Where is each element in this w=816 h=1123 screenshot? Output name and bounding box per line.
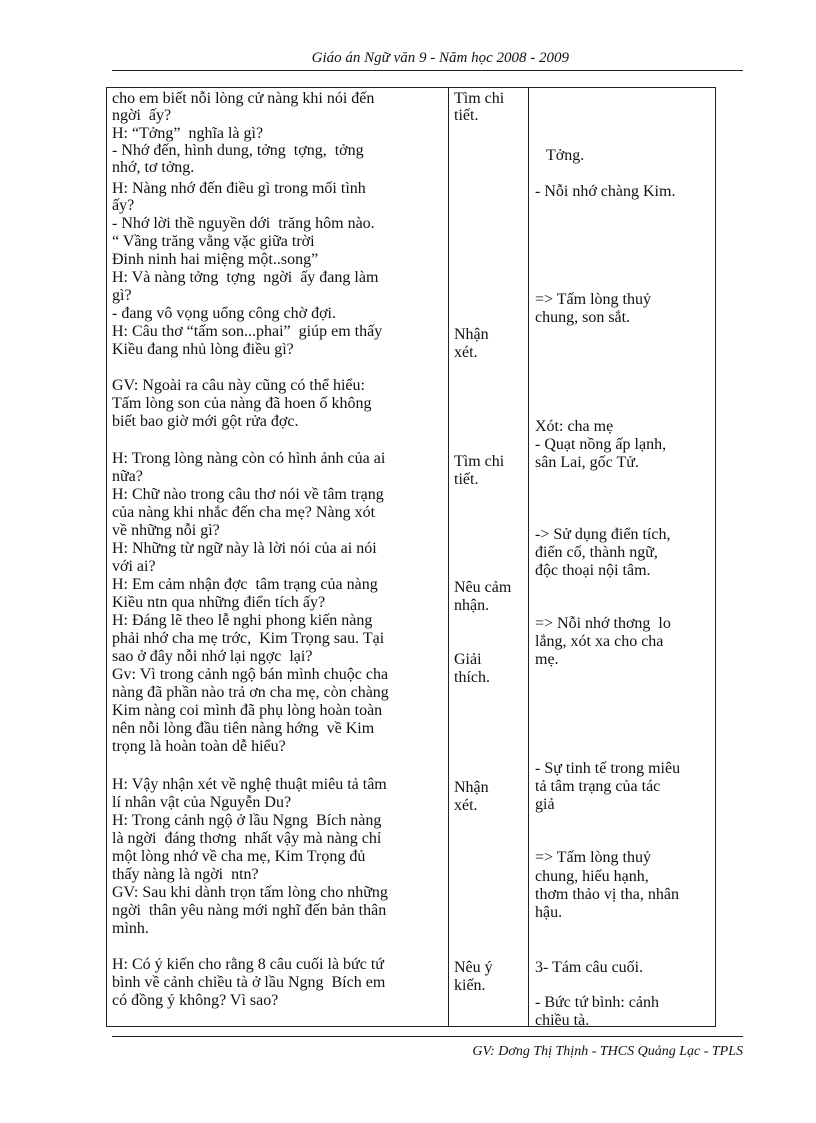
content-line: => Nỗi nhớ thơng lo [535,615,671,632]
method-line: Tìm chi [454,90,505,107]
activity-line: H: Đáng lẽ theo lễ nghi phong kiến nàng [112,612,373,629]
method-line: Nhận [454,326,489,343]
activity-line: nhớ, tơ tởng. [112,159,195,176]
method-line: tiết. [454,107,479,124]
content-line: 3- Tám câu cuối. [535,959,644,976]
content-line: sân Lai, gốc Tử. [535,454,639,471]
activity-line: ấy? [112,197,135,214]
content-line: - Sự tinh tế trong miêu [535,760,681,777]
method-line: Nêu cảm [454,579,512,596]
activity-line: - Nhớ đến, hình dung, tởng tợng, tởng [112,142,364,159]
activity-line: H: Và nàng tởng tợng ngời ấy đang làm [112,269,379,286]
activity-line: H: Chữ nào trong câu thơ nói về tâm trạng [112,486,384,503]
content-line: => Tấm lòng thuỷ [535,849,651,866]
activity-line: H: Có ý kiến cho rằng 8 câu cuối là bức tứ [112,956,384,973]
content-line: lắng, xót xa cho cha [535,633,664,650]
activity-line: H: Những từ ngữ này là lời nói của ai nói [112,540,377,557]
content-line: => Tấm lòng thuỷ [535,291,651,308]
method-line: thích. [454,669,490,686]
page-footer [112,1036,743,1059]
method-line: Nêu ý [454,959,493,976]
activity-line: - đang vô vọng uổng công chờ đợi. [112,305,336,322]
activity-line: Kiều đang nhủ lòng điều gì? [112,341,294,358]
method-line: nhận. [454,597,490,614]
activity-line: với ai? [112,558,156,575]
activity-line: “ Vầng trăng vằng vặc giữa trời [112,233,315,250]
activity-line: - Nhớ lời thề nguyền dới trăng hôm nào. [112,215,375,232]
activity-line: phải nhớ cha mẹ trớc, Kim Trọng sau. Tại [112,630,385,647]
method-line: xét. [454,344,478,361]
content-line: Tởng. [546,147,585,164]
activity-line: là ngời đáng thơng nhất vậy mà nàng chỉ [112,830,382,847]
activity-line: Tấm lòng son của nàng đã hoen ố không [112,395,372,412]
activity-line: có đồng ý không? Vì sao? [112,992,279,1009]
activity-line: biết bao giờ mới gột rửa đợc. [112,413,299,430]
activity-line: Kim nàng coi mình đã phụ lòng hoàn toàn [112,702,383,719]
activity-line: H: Câu thơ “tấm son...phai” giúp em thấy [112,323,383,340]
method-line: Tìm chi [454,453,505,470]
method-line: Giải [454,651,482,668]
activity-line: thấy nàng là ngời ntn? [112,866,259,883]
content-line: giả [535,796,555,813]
activity-line: bình về cảnh chiều tà ở lầu Ngng Bích em [112,974,386,991]
footer-text: GV: Dơng Thị Thịnh - THCS Quảng Lạc - TPLS [472,1044,743,1059]
content-line: tả tâm trạng của tác [535,778,661,795]
column-divider [528,88,529,1026]
content-line: hậu. [535,904,563,921]
activity-line: H: Em cảm nhận đợc tâm trạng của nàng [112,576,378,593]
activity-line: về những nỗi gì? [112,522,220,539]
page-header [112,50,743,71]
content-line: Xót: cha mẹ [535,418,614,435]
activity-line: trọng là hoàn toàn dễ hiểu? [112,738,286,755]
activity-line: Đinh ninh hai miệng một..song” [112,251,319,268]
activity-line: H: “Tởng” nghĩa là gì? [112,125,264,142]
activity-line: gì? [112,287,132,304]
activity-line: nữa? [112,468,143,485]
header-title: Giáo án Ngữ văn 9 - Năm học 2008 - 2009 [311,50,569,66]
activity-line: H: Nàng nhớ đến điều gì trong mối tình [112,180,366,197]
content-line: độc thoại nội tâm. [535,562,651,579]
content-line: mẹ. [535,651,559,668]
activity-line: ngời ấy? [112,107,172,124]
lesson-table [106,87,716,1027]
activity-line: nàng đã phần nào trả ơn cha mẹ, còn chàng [112,684,389,701]
column-divider [448,88,449,1026]
activity-line: H: Vậy nhận xét về nghệ thuật miêu tả tâm [112,776,387,793]
activity-line: ngời thân yêu nàng mới nghĩ đến bản thân [112,902,387,919]
activity-line: mình. [112,920,149,937]
activity-line: lí nhân vật của Nguyễn Du? [112,794,292,811]
content-line: chung, hiếu hạnh, [535,868,649,885]
activity-line: nên nỗi lòng đầu tiên nàng hớng về Kim [112,720,375,737]
activity-line: sao ở đây nỗi nhớ lại ngợc lại? [112,648,313,665]
activity-line: GV: Ngoài ra câu này cũng có thể hiểu: [112,377,365,394]
content-line: chiều tà. [535,1012,590,1029]
content-line: - Bức tứ bình: cảnh [535,994,659,1011]
content-line: thơm thảo vị tha, nhân [535,886,679,903]
content-line: - Nỗi nhớ chàng Kim. [535,183,676,200]
method-line: tiết. [454,471,479,488]
activity-line: một lòng nhớ về cha mẹ, Kim Trọng đủ [112,848,366,865]
activity-line: GV: Sau khi dành trọn tấm lòng cho những [112,884,388,901]
activity-line: H: Trong lòng nàng còn có hình ảnh của ai [112,450,386,467]
method-line: Nhận [454,779,489,796]
activity-line: Gv: Vì trong cảnh ngộ bán mình chuộc cha [112,666,389,683]
method-line: kiến. [454,977,486,994]
activity-line: H: Trong cảnh ngộ ở lầu Ngng Bích nàng [112,812,382,829]
content-line: chung, son sắt. [535,309,631,326]
content-line: điển cố, thành ngữ, [535,544,658,561]
content-line: - Quạt nồng ấp lạnh, [535,436,667,453]
activity-line: của nàng khi nhắc đến cha mẹ? Nàng xót [112,504,376,521]
activity-line: cho em biết nỗi lòng cử nàng khi nói đến [112,90,375,107]
content-line: -> Sử dụng điển tích, [535,526,671,543]
activity-line: Kiều ntn qua những điển tích ấy? [112,594,326,611]
method-line: xét. [454,797,478,814]
